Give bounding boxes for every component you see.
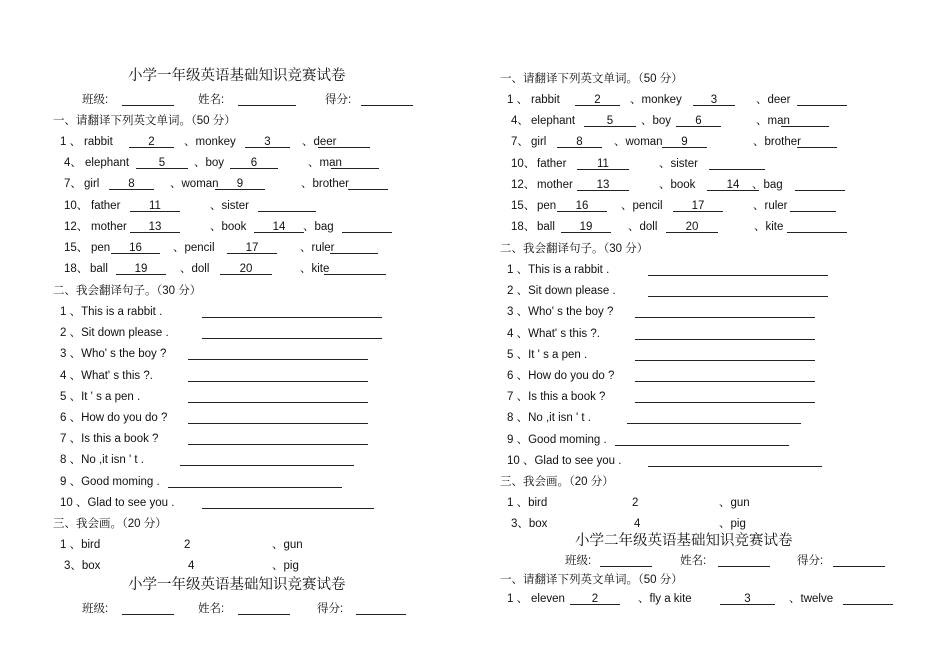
word-a: rabbit <box>531 94 560 106</box>
draw-item-pig: 、pig <box>272 560 299 572</box>
word-c: 、bag <box>752 178 783 191</box>
word-a: elephant <box>85 157 130 170</box>
answer-blank-a[interactable]: 13 <box>577 178 629 191</box>
word-c: 、ruler <box>300 242 335 254</box>
sentence-item: 9 、Good moming . <box>60 475 160 488</box>
sentence-item: 2 、Sit down please . <box>60 327 169 340</box>
answer-line[interactable] <box>188 432 368 445</box>
answer-blank-c[interactable] <box>797 135 837 148</box>
answer-blank-a[interactable]: 16 <box>111 241 160 254</box>
sentence-item: 7 、Is this a book ? <box>60 433 159 446</box>
answer-blank-b[interactable]: 20 <box>666 220 718 233</box>
answer-blank-c[interactable] <box>318 135 370 148</box>
row-number: 4、 <box>64 157 82 170</box>
word-a: girl <box>84 178 100 191</box>
answer-line[interactable] <box>635 390 815 403</box>
answer-blank-b[interactable]: 14 <box>707 178 759 191</box>
word-c: 、ruler <box>753 200 788 212</box>
word-b: 、book <box>210 220 247 233</box>
word-a: mother <box>91 220 127 233</box>
word-b: 、boy <box>194 157 225 170</box>
answer-blank-c[interactable] <box>258 199 316 212</box>
score-label: 得分: <box>325 94 352 106</box>
answer-line[interactable] <box>180 453 354 466</box>
answer-line[interactable] <box>648 263 828 276</box>
word-c: 、brother <box>301 178 349 191</box>
sentence-item: 4 、What' s this ?. <box>60 369 153 382</box>
word-a: ball <box>90 263 108 276</box>
answer-line[interactable] <box>202 305 382 318</box>
class-blank-grade2[interactable] <box>600 554 652 567</box>
grade2-word-a: eleven <box>531 593 565 605</box>
draw-item-3: 3、box <box>64 560 101 572</box>
row-number: 12、 <box>64 220 89 233</box>
word-a: pen <box>91 242 111 254</box>
draw-item-gun: 、gun <box>719 497 750 509</box>
word-c: 、kite <box>300 263 330 276</box>
answer-blank-c[interactable] <box>330 241 378 254</box>
sentence-item: 8 、No ,it isn ' t . <box>507 412 591 425</box>
word-b: 、monkey <box>630 94 682 106</box>
draw-item-1: 1 、bird <box>507 497 548 509</box>
row-number: 15、 <box>511 200 536 212</box>
word-b: 、pencil <box>621 200 663 212</box>
answer-blank-b[interactable]: 6 <box>230 156 278 169</box>
class-label: 班级: <box>82 94 109 106</box>
answer-blank-a[interactable]: 11 <box>577 157 629 170</box>
answer-blank-b[interactable]: 14 <box>254 220 304 233</box>
answer-blank-a[interactable]: 16 <box>557 199 607 212</box>
grade2-section1-title: 一、请翻译下列英文单词。（50 分） <box>500 574 683 586</box>
word-a: father <box>537 157 567 170</box>
class-blank-2[interactable] <box>122 602 174 615</box>
answer-blank-a[interactable]: 11 <box>130 199 180 212</box>
row-number: 7、 <box>64 178 82 191</box>
word-b: 、boy <box>641 115 672 128</box>
answer-line[interactable] <box>202 496 374 509</box>
draw-item-2: 2 <box>184 539 191 551</box>
answer-line[interactable] <box>168 475 342 488</box>
section3-title: 三、我会画。（20 分） <box>53 518 167 530</box>
sentence-item: 5 、It ' s a pen . <box>60 390 141 403</box>
name-blank-grade2[interactable] <box>718 554 770 567</box>
answer-blank-a[interactable]: 2 <box>575 93 620 106</box>
answer-line[interactable] <box>635 348 815 361</box>
row-number: 1 、 <box>507 94 529 106</box>
answer-blank-b[interactable]: 20 <box>220 262 272 275</box>
answer-line[interactable] <box>615 433 789 446</box>
answer-blank-c[interactable] <box>342 220 392 233</box>
exam-title-2: 小学一年级英语基础知识竞赛试卷 <box>128 577 346 593</box>
section2-title: 二、我会翻译句子。（30 分） <box>500 243 649 255</box>
sentence-item: 4 、What' s this ?. <box>507 327 600 340</box>
word-a: elephant <box>531 115 576 128</box>
word-b: 、monkey <box>184 136 236 148</box>
answer-blank-a[interactable]: 8 <box>557 135 602 148</box>
exam-title-grade2: 小学二年级英语基础知识竞赛试卷 <box>575 533 793 549</box>
answer-blank-b[interactable]: 17 <box>227 241 277 254</box>
answer-blank-c[interactable] <box>348 177 388 190</box>
draw-item-pig: 、pig <box>719 518 746 530</box>
word-c: 、kite <box>754 221 784 234</box>
answer-line[interactable] <box>627 411 801 424</box>
answer-blank-c[interactable] <box>331 156 379 169</box>
answer-blank-b[interactable]: 17 <box>673 199 723 212</box>
section1-title: 一、请翻译下列英文单词。（50 分） <box>53 115 236 127</box>
word-c: 、man <box>756 115 790 128</box>
grade2-row-num: 1 、 <box>507 593 529 605</box>
word-c: 、man <box>308 157 342 170</box>
word-a: ball <box>537 221 555 234</box>
class-label-grade2: 班级: <box>565 555 592 567</box>
sentence-item: 3 、Who' s the boy ? <box>60 348 167 361</box>
answer-blank-a[interactable]: 19 <box>561 220 611 233</box>
word-b: 、book <box>659 178 696 191</box>
word-b: 、woman <box>170 178 219 191</box>
word-c: 、deer <box>756 94 791 106</box>
answer-line[interactable] <box>188 390 368 403</box>
word-b: 、sister <box>210 199 249 212</box>
draw-item-2: 2 <box>632 497 639 509</box>
answer-line[interactable] <box>648 284 828 297</box>
row-number: 18、 <box>511 221 536 234</box>
grade2-blank-b[interactable]: 3 <box>720 592 775 605</box>
row-number: 10、 <box>511 157 536 170</box>
draw-item-gun: 、gun <box>272 539 303 551</box>
sentence-item: 7 、Is this a book ? <box>507 391 606 404</box>
word-a: rabbit <box>84 136 113 148</box>
name-label-grade2: 姓名: <box>680 555 707 567</box>
word-b: 、sister <box>659 157 698 170</box>
name-blank-2[interactable] <box>238 602 290 615</box>
right-exam-page <box>475 0 950 671</box>
answer-blank-b[interactable]: 6 <box>676 114 721 127</box>
name-blank[interactable] <box>238 93 296 106</box>
row-number: 18、 <box>64 263 89 276</box>
draw-item-1: 1 、bird <box>60 539 101 551</box>
draw-item-4: 4 <box>188 560 195 572</box>
grade2-blank-a[interactable]: 2 <box>570 592 620 605</box>
word-a: girl <box>531 136 547 149</box>
word-a: father <box>91 199 121 212</box>
answer-blank-c[interactable] <box>795 178 845 191</box>
score-blank-2[interactable] <box>356 602 406 615</box>
sentence-item: 6 、How do you do ? <box>507 370 615 382</box>
sentence-item: 5 、It ' s a pen . <box>507 348 588 361</box>
draw-item-4: 4 <box>634 518 641 530</box>
sentence-item: 9 、Good moming . <box>507 433 607 446</box>
answer-blank-c[interactable] <box>787 220 847 233</box>
answer-blank-b[interactable]: 3 <box>693 93 735 106</box>
sentence-item: 2 、Sit down please . <box>507 285 616 298</box>
answer-blank-c[interactable] <box>709 157 765 170</box>
draw-item-3: 3、box <box>511 518 548 530</box>
score-blank-grade2[interactable] <box>833 554 885 567</box>
sentence-item: 10 、Glad to see you . <box>507 454 622 467</box>
answer-blank-a[interactable]: 8 <box>109 177 154 190</box>
word-c: 、brother <box>753 136 801 149</box>
answer-blank-b[interactable]: 3 <box>245 135 290 148</box>
word-b: 、doll <box>628 221 658 234</box>
word-a: pen <box>537 200 557 212</box>
word-b: 、pencil <box>173 242 215 254</box>
answer-line[interactable] <box>188 347 368 360</box>
word-b: 、woman <box>614 136 663 149</box>
sentence-item: 1 、This is a rabbit . <box>507 264 610 276</box>
word-b: 、doll <box>180 263 210 276</box>
answer-blank-a[interactable]: 5 <box>136 156 188 169</box>
answer-blank-a[interactable]: 13 <box>130 220 180 233</box>
sentence-item: 3 、Who' s the boy ? <box>507 306 614 319</box>
answer-blank-b[interactable]: 9 <box>215 177 265 190</box>
answer-blank-c[interactable] <box>781 114 829 127</box>
answer-blank-a[interactable]: 2 <box>129 135 174 148</box>
section3-title: 三、我会画。（20 分） <box>500 476 614 488</box>
grade2-word-c: 、twelve <box>789 593 834 605</box>
score-label-grade2: 得分: <box>797 555 824 567</box>
word-a: mother <box>537 178 573 191</box>
sentence-item: 6 、How do you do ? <box>60 412 168 424</box>
answer-blank-b[interactable]: 9 <box>662 135 707 148</box>
score-label-2: 得分: <box>317 603 344 615</box>
row-number: 4、 <box>511 115 529 128</box>
answer-line[interactable] <box>188 411 368 424</box>
class-blank[interactable] <box>122 93 174 106</box>
sentence-item: 10 、Glad to see you . <box>60 496 175 509</box>
class-label-2: 班级: <box>82 603 109 615</box>
sentence-item: 8 、No ,it isn ' t . <box>60 454 144 467</box>
answer-line[interactable] <box>202 326 382 339</box>
grade2-word-b: 、fly a kite <box>638 593 692 605</box>
answer-line[interactable] <box>635 305 815 318</box>
row-number: 7、 <box>511 136 529 149</box>
name-label-2: 姓名: <box>198 603 225 615</box>
section1-title: 一、请翻译下列英文单词。（50 分） <box>500 73 683 85</box>
sentence-item: 1 、This is a rabbit . <box>60 306 163 318</box>
name-label: 姓名: <box>198 94 225 106</box>
answer-line[interactable] <box>635 369 815 382</box>
answer-blank-c[interactable] <box>324 262 386 275</box>
exam-title: 小学一年级英语基础知识竞赛试卷 <box>128 68 346 84</box>
word-c: 、bag <box>303 220 334 233</box>
answer-blank-a[interactable]: 19 <box>116 262 166 275</box>
word-c: 、deer <box>302 136 337 148</box>
row-number: 12、 <box>511 178 536 191</box>
answer-line[interactable] <box>635 327 815 340</box>
row-number: 10、 <box>64 199 89 212</box>
answer-blank-c[interactable] <box>790 199 836 212</box>
row-number: 15、 <box>64 242 89 254</box>
grade2-blank-c[interactable] <box>843 592 893 605</box>
answer-blank-c[interactable] <box>797 93 847 106</box>
score-blank[interactable] <box>361 93 413 106</box>
section2-title: 二、我会翻译句子。（30 分） <box>53 285 202 297</box>
answer-line[interactable] <box>188 369 368 382</box>
answer-blank-a[interactable]: 5 <box>584 114 636 127</box>
answer-line[interactable] <box>648 454 822 467</box>
row-number: 1 、 <box>60 136 82 148</box>
